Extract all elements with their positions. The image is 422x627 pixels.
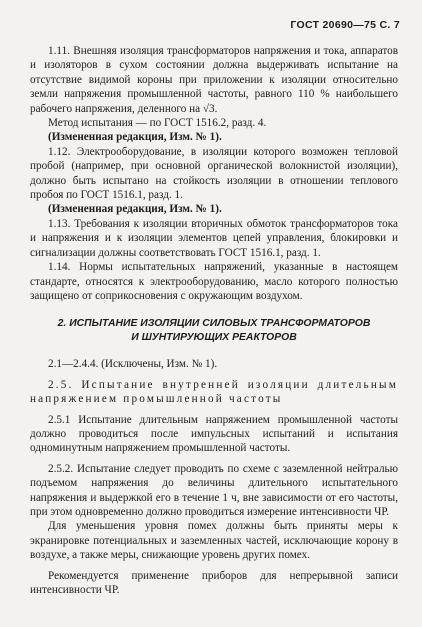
section-title-line: 2. ИСПЫТАНИЕ ИЗОЛЯЦИИ СИЛОВЫХ ТРАНСФОРМАТОРОВ [57,318,371,330]
paragraph-1-13: 1.13. Требования к изоляции вторичных обмоток трансформаторов тока и напряжения и к изоляции элементов цепей управления, блокировки и сигнализации должны соответствовать ГОСТ 1516.1, разд. 1. [30,217,398,259]
paragraph-1-14: 1.14. Нормы испытательных напряжений, указанные в настоящем стандарте, относятся к электрооборудованию, масло которого полностью защищено от соприкосновения с окружающим воздухом. [30,261,398,302]
paragraph-recommendation: Рекомендуется применение приборов для непрерывной записи интенсивности ЧР. [30,569,398,596]
paragraph-2-5-heading: 2.5. Испытание внутренней изоляции длительным напряжением промышленной частоты [30,378,398,406]
paragraph-2-5-2: 2.5.2. Испытание следует проводить по схеме с заземленной нейтралью подъемом напряжения до величины длительного испытательного напряжения и выдержкой его в течение 1 ч, вне зависимости от его частоты, при этом одновременно должно проводиться измерение интенсивности ЧР. [30,462,398,518]
paragraph-1-12: 1.12. Электрооборудование, в изоляции которого возможен тепловой пробой (например, при основной органической волокнистой изоляции), должно быть испытано на стойкость изоляции в отношении теплового пробоя по ГОСТ 1516.1, разд. 1. [30,145,398,202]
page-header: ГОСТ 20690—75 С. 7 [290,19,400,31]
paragraph-1-11: 1.11. Внешняя изоляция трансформаторов напряжения и тока, аппаратов и изоляторов в сухом состоянии должна выдерживать испытание на отсутствие видимой короны при приложении к изоляции относительно земли напряжения промышленной частоты, равного 110 % наибольшего рабочего напряжения, деленного на √3. [30,45,398,115]
paragraph-2-1-excluded: 2.1—2.4.4. (Исключены, Изм. № 1). [48,358,218,371]
revision-note: (Измененная редакция, Изм. № 1). [48,131,222,144]
paragraph-1-11-method: Метод испытания — по ГОСТ 1516.2, разд. 4. [48,117,267,130]
document-body [30,44,398,597]
section-title-line: И ШУНТИРУЮЩИХ РЕАКТОРОВ [131,332,297,344]
paragraph-noise-reduction: Для уменьшения уровня помех должны быть приняты меры к экранировке потенциальных и заземленных частей, исключающие корону в воздухе, а также меры, снижающие уровень других помех. [30,520,398,562]
revision-note: (Измененная редакция, Изм. № 1). [48,203,222,216]
section-2-title [30,317,398,345]
paragraph-2-5-1: 2.5.1 Испытание длительным напряжением промышленной частоты должно проводиться после импульсных испытаний и испытания одноминутным напряжением промышленной частоты. [30,413,398,455]
